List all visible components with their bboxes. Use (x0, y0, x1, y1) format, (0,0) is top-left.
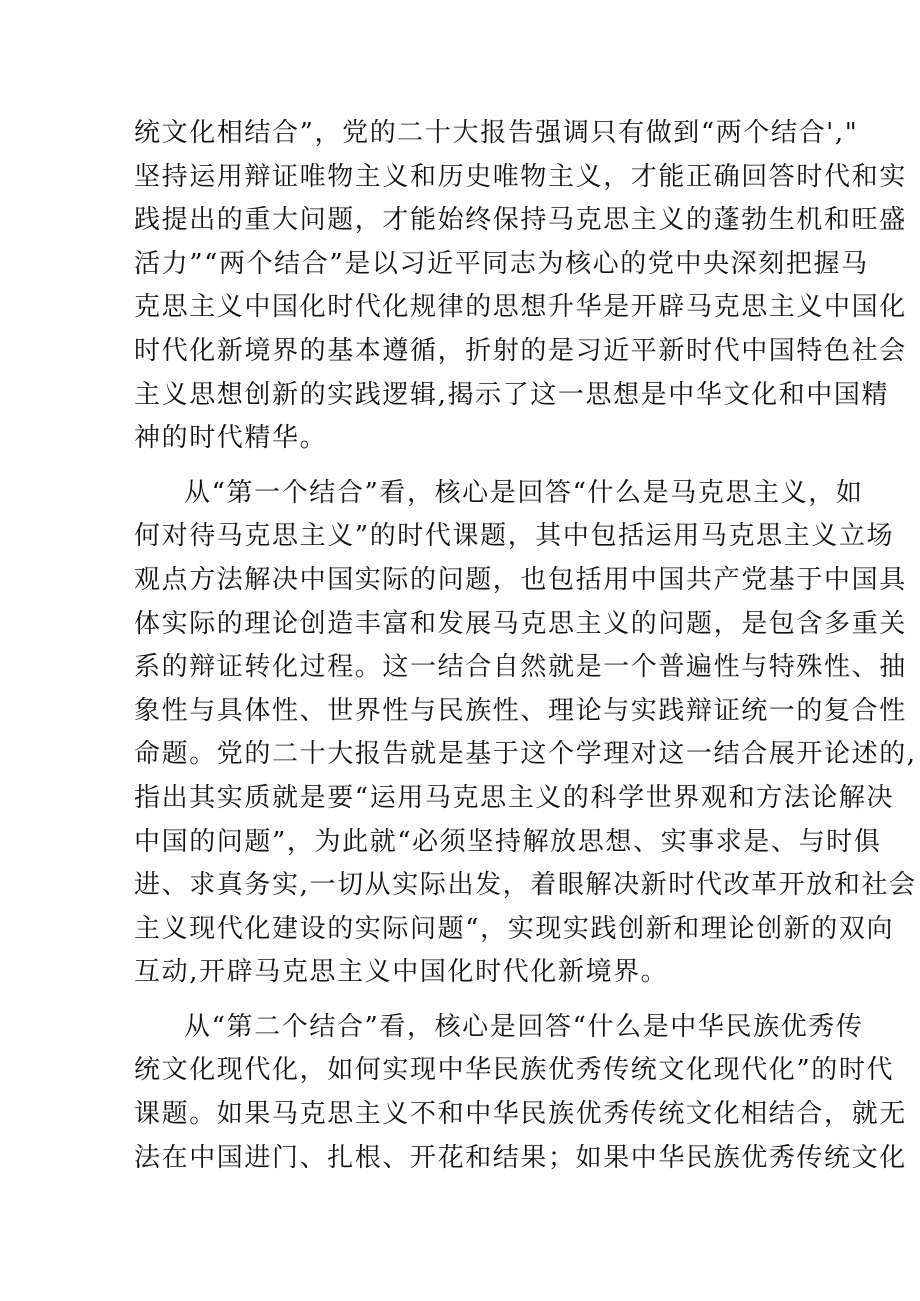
text-line: 主义思想创新的实践逻辑,揭示了这一思想是中华文化和中国精 (134, 379, 890, 410)
body-text (134, 112, 917, 1180)
text-line: 统文化现代化，如何实现中华民族优秀传统文化现代化”的时代 (134, 1055, 895, 1086)
text-line: 进、求真务实,一切从实际出发，着眼解决新时代改革开放和社会 (134, 870, 917, 901)
text-line: 何对待马克思主义”的时代课题，其中包括运用马克思主义立场 (134, 521, 895, 552)
text-line: 法在中国进门、扎根、开花和结果；如果中华民族优秀传统文化 (134, 1142, 907, 1173)
text-line: 主义现代化建设的实际问题“，实现实践创新和理论创新的双向 (134, 913, 895, 944)
paragraph-1 (134, 112, 907, 461)
text-line: 坚持运用辩证唯物主义和历史唯物主义，才能正确回答时代和实 (134, 161, 907, 192)
text-line: 克思主义中国化时代化规律的思想升华是开辟马克思主义中国化 (134, 292, 907, 323)
text-line: 互动,开辟马克思主义中国化时代化新境界。 (134, 957, 669, 988)
text-line: 课题。如果马克思主义不和中华民族优秀传统文化相结合，就无 (134, 1099, 907, 1130)
text-line: 中国的问题”，为此就“必须坚持解放思想、实事求是、与时俱 (134, 826, 882, 857)
paragraph-3 (134, 1006, 907, 1180)
text-line: 象性与具体性、世界性与民族性、理论与实践辩证统一的复合性 (134, 695, 907, 726)
text-line: 从“第二个结合”看，核心是回答“什么是中华民族优秀传 (184, 1011, 864, 1042)
text-line: 时代化新境界的基本遵循，折射的是习近平新时代中国特色社会 (134, 335, 907, 366)
text-line: 体实际的理论创造丰富和发展马克思主义的问题，是包含多重关 (134, 608, 907, 639)
text-line: 观点方法解决中国实际的问题，也包括用中国共产党基于中国具 (134, 564, 907, 595)
paragraph-2 (134, 472, 917, 995)
text-line: 系的辩证转化过程。这一结合自然就是一个普遍性与特殊性、抽 (134, 652, 907, 683)
text-line: 践提出的重大问题，才能始终保持马克思主义的蓬勃生机和旺盛 (134, 205, 907, 236)
text-line: 指出其实质就是要“运用马克思主义的科学世界观和方法论解决 (134, 782, 895, 813)
text-line: 神的时代精华。 (134, 423, 328, 454)
text-line: 命题。党的二十大报告就是基于这个学理对这一结合展开论述的, (134, 739, 917, 770)
text-line: 活力”“两个结合”是以习近平同志为核心的党中央深刻把握马 (134, 248, 869, 279)
text-line: 统文化相结合”，党的二十大报告强调只有做到“两个结合'," (134, 118, 859, 148)
text-line: 从“第一个结合”看，核心是回答“什么是马克思主义，如 (184, 477, 864, 508)
